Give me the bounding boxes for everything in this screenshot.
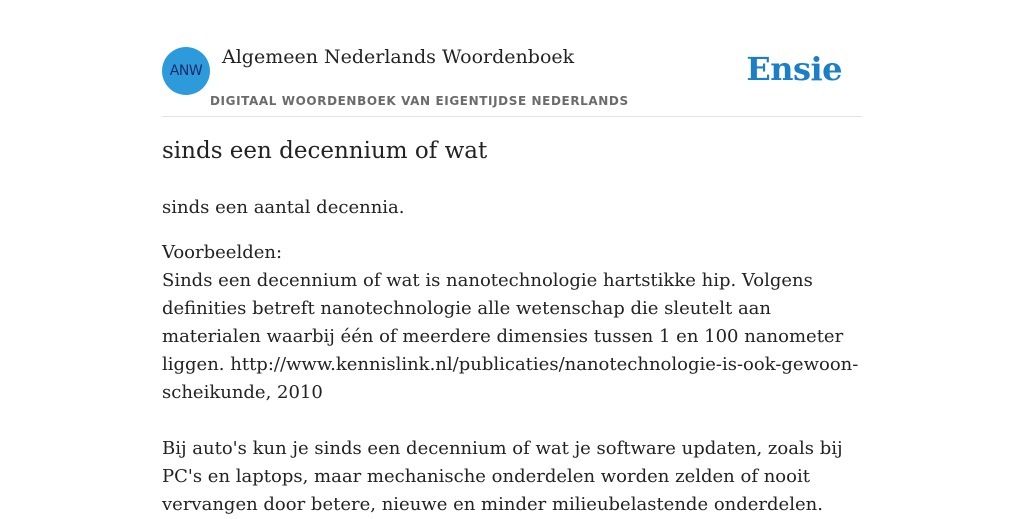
example-1: Sinds een decennium of wat is nanotechnologie hartstikke hip. Volgens definities betreft nanotechnologie alle wetenschap die sleutelt aan materialen waarbij één of meerdere dimensies tussen 1 en 100 nanometer liggen. http://www.kennislink.nl/publicaties/nanotechnologie-is-ook-gewoon-scheikunde, 2010 xyxy=(162,270,859,403)
dictionary-subtitle: DIGITAAL WOORDENBOEK VAN EIGENTIJDSE NEDERLANDS xyxy=(210,94,629,108)
dictionary-title[interactable]: Algemeen Nederlands Woordenboek xyxy=(222,46,575,68)
site-header xyxy=(162,0,862,117)
entry-definition: sinds een aantal decennia. xyxy=(162,197,405,218)
ensie-brand-link[interactable]: Ensie xyxy=(746,50,842,88)
entry-headword: sinds een decennium of wat xyxy=(162,138,488,164)
anw-logo[interactable]: ANW xyxy=(162,47,210,95)
examples-section xyxy=(162,239,862,519)
examples-label: Voorbeelden: xyxy=(162,242,283,263)
example-2: Bij auto's kun je sinds een decennium of wat je software updaten, zoals bij PC's en laptops, maar mechanische onderdelen worden zelden of nooit vervangen door betere, nieuwe en minder milieubelastende onderdelen. xyxy=(162,438,843,515)
page xyxy=(162,0,862,515)
